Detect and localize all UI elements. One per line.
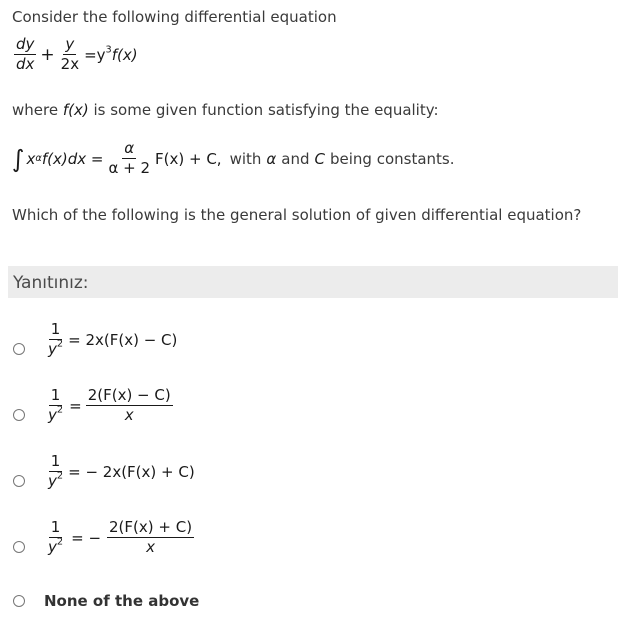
question-prompt: Which of the following is the general solution of given differential equation? — [12, 206, 582, 224]
c-symbol: C — [314, 149, 325, 168]
where-suffix: is some given function satisfying the equality: — [88, 101, 439, 119]
answer-label: Yanıtınız: — [13, 273, 89, 293]
option-4-rhs-den: x — [146, 538, 155, 556]
being-constants-text: being constants. — [330, 149, 455, 168]
rhs-fx: f(x) — [111, 45, 138, 64]
option-4[interactable] — [0, 514, 618, 574]
integral-result: F(x) + C, — [155, 149, 222, 168]
option-3-lhs-num: 1 — [50, 452, 61, 470]
option-1[interactable] — [0, 318, 618, 374]
option-4-lhs-den: y — [48, 538, 57, 556]
option-3-lhs-den: y — [48, 472, 57, 490]
option-1-lhs-pow: 2 — [56, 338, 64, 350]
two-x-denominator: 2x — [60, 55, 80, 73]
option-4-lhs-num: 1 — [50, 518, 61, 536]
option-5-label: None of the above — [44, 592, 200, 610]
and-text: and — [281, 149, 310, 168]
option-2-rhs-den: x — [124, 406, 134, 424]
option-2-equals: = — [69, 396, 82, 415]
integral-equation: ∫ x α f(x)dx = $\frac{\alpha}{\alpha + 2}$ F(x) + C, with α and C being constants. — [12, 139, 455, 177]
differential-equation — [14, 37, 138, 72]
dy: dy — [16, 35, 35, 53]
option-1-rhs: = 2x(F(x) − C) — [68, 330, 178, 349]
option-3-lhs-pow: 2 — [56, 470, 64, 482]
option-3[interactable] — [0, 452, 618, 508]
option-4-expression — [46, 520, 194, 555]
option-1-lhs-den: y — [48, 340, 57, 358]
option-3-rhs: = − 2x(F(x) + C) — [68, 462, 195, 481]
where-sentence — [12, 101, 439, 119]
alpha-denominator: α + 2 — [108, 159, 150, 177]
option-5-radio[interactable] — [13, 595, 25, 607]
option-2-lhs-pow: 2 — [56, 404, 64, 416]
option-2-radio[interactable] — [13, 409, 25, 421]
option-2-lhs-den: y — [48, 406, 57, 424]
option-2-expression — [46, 388, 173, 423]
plus-sign: + — [40, 44, 55, 65]
option-2[interactable] — [0, 382, 618, 440]
rhs-y: =y — [84, 45, 106, 64]
y-over-2x-fraction — [59, 37, 81, 72]
option-3-radio[interactable] — [13, 475, 25, 487]
option-4-equals: = − — [71, 528, 102, 547]
alpha-numerator: α — [124, 139, 135, 157]
option-1-lhs-num: 1 — [50, 320, 61, 338]
option-4-lhs-pow: 2 — [56, 536, 64, 548]
option-4-rhs-num: 2(F(x) + C) — [109, 518, 193, 536]
where-prefix: where — [12, 101, 63, 119]
alpha-symbol: α — [266, 149, 277, 168]
integral-sign: ∫ — [12, 144, 25, 173]
y-numerator: y — [65, 35, 75, 53]
integrand-rest: f(x)dx = — [41, 149, 104, 168]
option-2-lhs-num: 1 — [50, 386, 61, 404]
option-2-rhs-num: 2(F(x) − C) — [87, 386, 171, 404]
dx: dx — [16, 55, 35, 73]
rhs-power: 3 — [105, 44, 112, 56]
option-1-expression — [46, 322, 177, 357]
with-text: with — [229, 149, 262, 168]
question-intro: Consider the following differential equation — [12, 8, 337, 26]
option-5[interactable] — [0, 590, 618, 612]
option-4-radio[interactable] — [13, 541, 25, 553]
option-1-radio[interactable] — [13, 343, 25, 355]
where-fx: f(x) — [62, 101, 89, 119]
integrand-x: x — [26, 149, 36, 168]
answer-header — [8, 266, 618, 298]
option-3-expression — [46, 454, 195, 489]
dy-dx-fraction — [14, 37, 36, 72]
alpha-fraction — [106, 141, 152, 176]
